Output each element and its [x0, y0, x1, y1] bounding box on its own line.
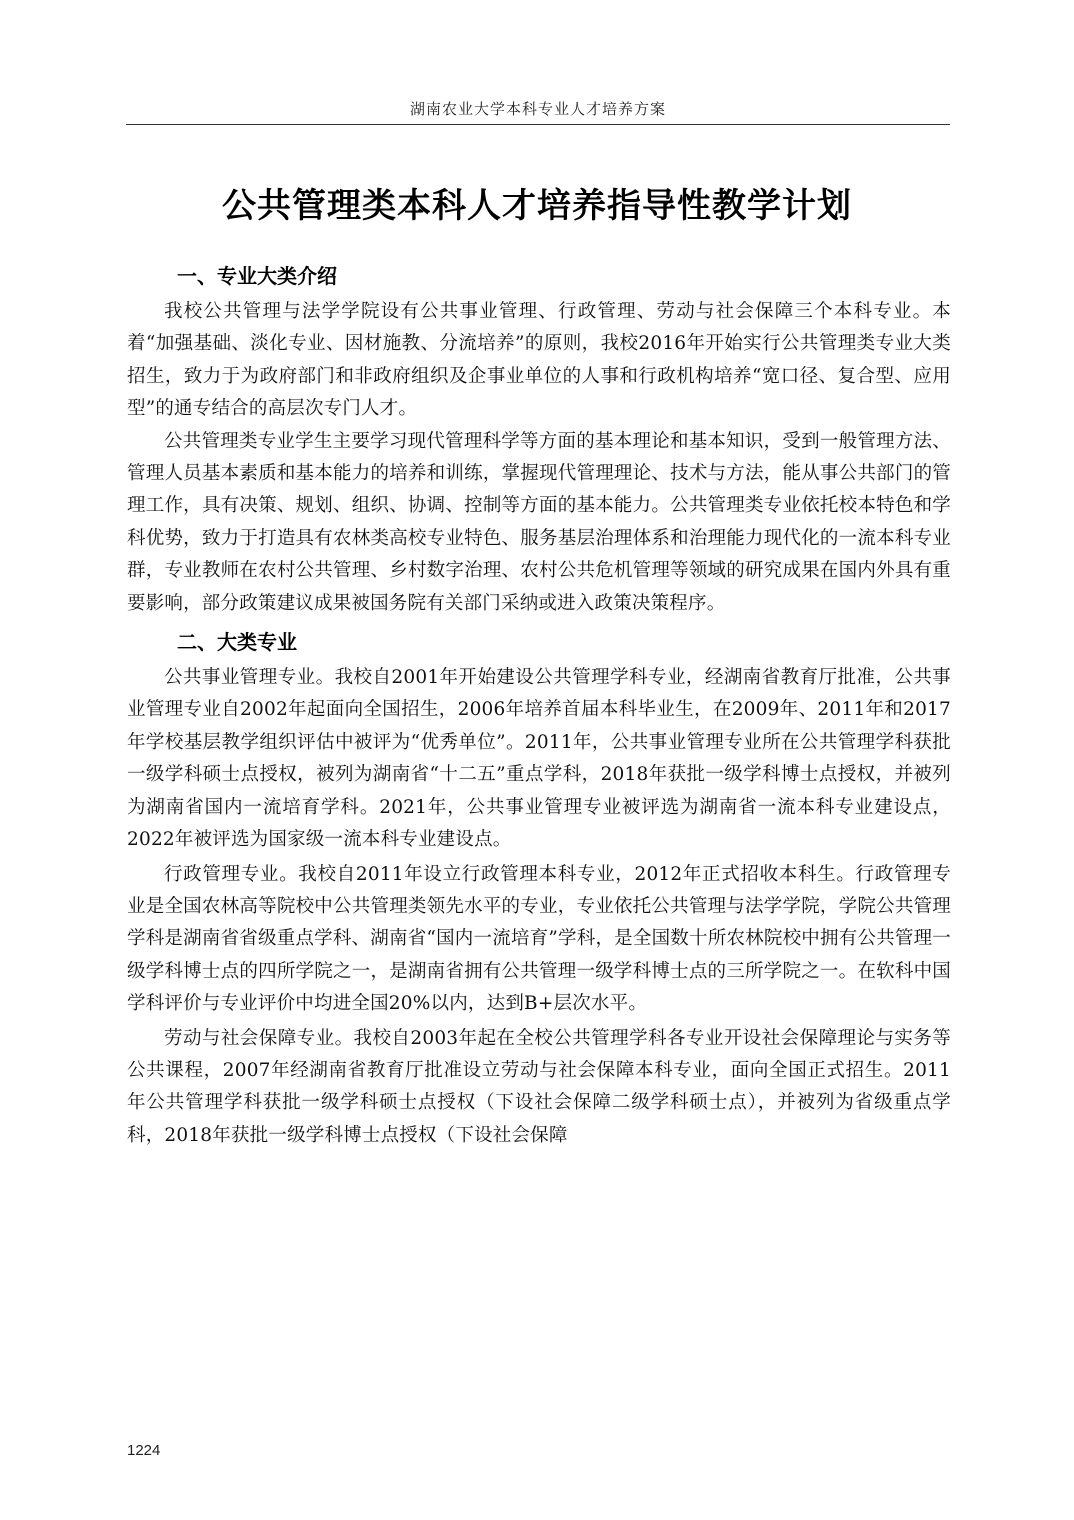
document-title: 公共管理类本科人才培养指导性教学计划: [222, 186, 852, 226]
header-rule: [126, 124, 950, 125]
section-heading-intro: 一、专业大类介绍: [177, 264, 337, 288]
running-header: 湖南农业大学本科专业人才培养方案: [409, 100, 666, 118]
paragraph: 行政管理专业。我校自2011年设立行政管理本科专业，2012年正式招收本科生。行政管理专业是全国农林高等院校中公共管理类领先水平的专业，专业依托公共管理与法学学院，学院公共管理学科是湖南省省级重点学科、湖南省“国内一流培育”学科，是全国数十所农林院校中拥有公共管理一级学科博士点的四所学院之一，是湖南省拥有公共管理一级学科博士点的三所学院之一。在软科中国学科评价与专业评价中均进全国20%以内，达到B+层次水平。: [127, 863, 951, 1015]
document-body: [127, 256, 951, 1152]
paragraph: 我校公共管理与法学学院设有公共事业管理、行政管理、劳动与社会保障三个本科专业。本着“加强基础、淡化专业、因材施教、分流培养”的原则，我校2016年开始实行公共管理类专业大类招生，致力于为政府部门和非政府组织及企事业单位的人事和行政机构培养“宽口径、复合型、应用型”的通专结合的高层次专门人才。: [127, 301, 951, 420]
section-heading-majors: 二、大类专业: [177, 630, 297, 655]
paragraph: 公共事业管理专业。我校自2001年开始建设公共管理学科专业，经湖南省教育厅批准，公共事业管理专业自2002年起面向全国招生，2006年培养首届本科毕业生，在2009年、2011年和2017年学校基层教学组织评估中被评为“优秀单位”。2011年，公共事业管理专业所在公共管理学科获批一级学科硕士点授权，被列为湖南省“十二五”重点学科，2018年获批一级学科博士点授权，并被列为湖南省国内一流培育学科。2021年，公共事业管理专业被评选为湖南省一流本科专业建设点，2022年被评选为国家级一流本科专业建设点。: [127, 667, 951, 851]
paragraph: 公共管理类专业学生主要学习现代管理科学等方面的基本理论和基本知识，受到一般管理方法、管理人员基本素质和基本能力的培养和训练，掌握现代管理理论、技术与方法，能从事公共部门的管理工作，具有决策、规划、组织、协调、控制等方面的基本能力。公共管理类专业依托校本特色和学科优势，致力于打造具有农林类高校专业特色、服务基层治理体系和治理能力现代化的一流本科专业群，专业教师在农村公共管理、乡村数字治理、农村公共危机管理等领域的研究成果在国内外具有重要影响，部分政策建议成果被国务院有关部门采纳或进入政策决策程序。: [127, 430, 951, 614]
paragraph: 劳动与社会保障专业。我校自2003年起在全校公共管理学科各专业开设社会保障理论与实务等公共课程，2007年经湖南省教育厅批准设立劳动与社会保障本科专业，面向全国正式招生。2011年公共管理学科获批一级学科硕士点授权（下设社会保障二级学科硕士点），并被列为省级重点学科，2018年获批一级学科博士点授权（下设社会保障: [127, 1027, 951, 1146]
page-number: 1224: [127, 1442, 161, 1459]
